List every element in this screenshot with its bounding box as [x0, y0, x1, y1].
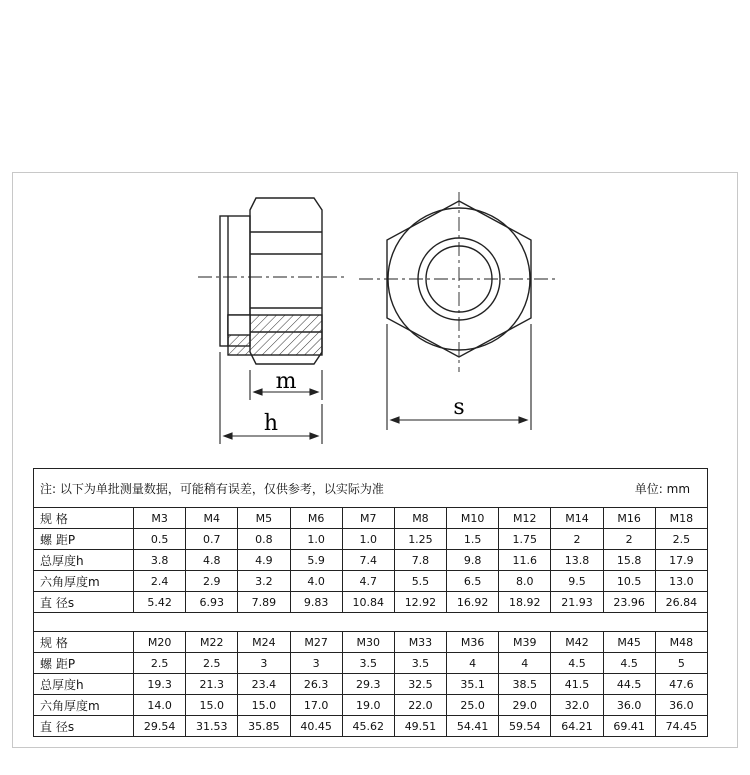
- value-cell: 11.6: [499, 550, 551, 571]
- value-cell: 2.5: [186, 653, 238, 674]
- size-header: M6: [290, 508, 342, 529]
- value-cell: 45.62: [342, 716, 394, 737]
- value-cell: 8.0: [499, 571, 551, 592]
- value-cell: 1.0: [342, 529, 394, 550]
- value-cell: 9.83: [290, 592, 342, 613]
- value-cell: 17.0: [290, 695, 342, 716]
- value-cell: 49.51: [394, 716, 446, 737]
- value-cell: 29.54: [134, 716, 186, 737]
- value-cell: 2.5: [655, 529, 707, 550]
- table-row: [34, 592, 708, 613]
- table-row: [34, 716, 708, 737]
- value-cell: 7.4: [342, 550, 394, 571]
- value-cell: 23.4: [238, 674, 290, 695]
- size-header: M18: [655, 508, 707, 529]
- value-cell: 0.5: [134, 529, 186, 550]
- value-cell: 3.2: [238, 571, 290, 592]
- value-cell: 17.9: [655, 550, 707, 571]
- value-cell: 47.6: [655, 674, 707, 695]
- value-cell: 1.0: [290, 529, 342, 550]
- value-cell: 38.5: [499, 674, 551, 695]
- row-label: 直 径s: [34, 716, 134, 737]
- value-cell: 4: [499, 653, 551, 674]
- size-header: M39: [499, 632, 551, 653]
- value-cell: 9.5: [551, 571, 603, 592]
- table-row: [34, 674, 708, 695]
- value-cell: 3.8: [134, 550, 186, 571]
- value-cell: 10.84: [342, 592, 394, 613]
- value-cell: 4.0: [290, 571, 342, 592]
- value-cell: 15.0: [186, 695, 238, 716]
- value-cell: 16.92: [447, 592, 499, 613]
- note-cell: [34, 469, 708, 508]
- value-cell: 36.0: [655, 695, 707, 716]
- value-cell: 12.92: [394, 592, 446, 613]
- value-cell: 3.5: [394, 653, 446, 674]
- value-cell: 54.41: [447, 716, 499, 737]
- value-cell: 6.5: [447, 571, 499, 592]
- size-header: M20: [134, 632, 186, 653]
- value-cell: 36.0: [603, 695, 655, 716]
- size-header: M22: [186, 632, 238, 653]
- value-cell: 1.75: [499, 529, 551, 550]
- value-cell: 3: [238, 653, 290, 674]
- value-cell: 25.0: [447, 695, 499, 716]
- table-row: [34, 508, 708, 529]
- value-cell: 40.45: [290, 716, 342, 737]
- value-cell: 35.1: [447, 674, 499, 695]
- table-row: [34, 695, 708, 716]
- table-row: [34, 632, 708, 653]
- value-cell: 23.96: [603, 592, 655, 613]
- value-cell: 26.3: [290, 674, 342, 695]
- size-header: M5: [238, 508, 290, 529]
- value-cell: 2.4: [134, 571, 186, 592]
- value-cell: 15.8: [603, 550, 655, 571]
- row-label: 六角厚度m: [34, 571, 134, 592]
- value-cell: 7.8: [394, 550, 446, 571]
- size-header: M24: [238, 632, 290, 653]
- size-header: M16: [603, 508, 655, 529]
- value-cell: 41.5: [551, 674, 603, 695]
- value-cell: 2: [551, 529, 603, 550]
- value-cell: 4.5: [551, 653, 603, 674]
- value-cell: 26.84: [655, 592, 707, 613]
- value-cell: 15.0: [238, 695, 290, 716]
- note-text: 注: 以下为单批测量数据，可能稍有误差，仅供参考，以实际为准: [40, 481, 384, 496]
- dimension-label-m: m: [275, 369, 297, 394]
- value-cell: 9.8: [447, 550, 499, 571]
- table-row: [34, 529, 708, 550]
- dimension-label-s: s: [453, 395, 465, 420]
- value-cell: 5: [655, 653, 707, 674]
- row-label: 规 格: [34, 632, 134, 653]
- value-cell: 5.5: [394, 571, 446, 592]
- value-cell: 74.45: [655, 716, 707, 737]
- value-cell: 32.5: [394, 674, 446, 695]
- value-cell: 35.85: [238, 716, 290, 737]
- size-header: M4: [186, 508, 238, 529]
- row-label: 直 径s: [34, 592, 134, 613]
- size-header: M3: [134, 508, 186, 529]
- value-cell: 14.0: [134, 695, 186, 716]
- value-cell: 3: [290, 653, 342, 674]
- dimension-label-h: h: [263, 411, 279, 436]
- size-header: M33: [394, 632, 446, 653]
- front-view: [359, 192, 557, 372]
- value-cell: 4.5: [603, 653, 655, 674]
- size-header: M7: [342, 508, 394, 529]
- value-cell: 13.8: [551, 550, 603, 571]
- side-view: [198, 198, 344, 364]
- value-cell: 19.3: [134, 674, 186, 695]
- value-cell: 3.5: [342, 653, 394, 674]
- value-cell: 4.7: [342, 571, 394, 592]
- size-header: M27: [290, 632, 342, 653]
- value-cell: 21.3: [186, 674, 238, 695]
- row-label: 螺 距P: [34, 529, 134, 550]
- row-label: 规 格: [34, 508, 134, 529]
- value-cell: 4.8: [186, 550, 238, 571]
- size-header: M42: [551, 632, 603, 653]
- size-header: M10: [447, 508, 499, 529]
- value-cell: 2.9: [186, 571, 238, 592]
- table-row: [34, 653, 708, 674]
- value-cell: 5.9: [290, 550, 342, 571]
- size-header: M36: [447, 632, 499, 653]
- value-cell: 59.54: [499, 716, 551, 737]
- unit-label: 单位: mm: [634, 481, 691, 496]
- value-cell: 32.0: [551, 695, 603, 716]
- value-cell: 5.42: [134, 592, 186, 613]
- row-label: 六角厚度m: [34, 695, 134, 716]
- size-header: M30: [342, 632, 394, 653]
- size-header: M12: [499, 508, 551, 529]
- value-cell: 1.5: [447, 529, 499, 550]
- value-cell: 22.0: [394, 695, 446, 716]
- value-cell: 7.89: [238, 592, 290, 613]
- note-row: [34, 469, 708, 508]
- table-row: [34, 550, 708, 571]
- size-header: M48: [655, 632, 707, 653]
- row-label: 螺 距P: [34, 653, 134, 674]
- value-cell: 29.3: [342, 674, 394, 695]
- value-cell: 0.8: [238, 529, 290, 550]
- value-cell: 29.0: [499, 695, 551, 716]
- value-cell: 64.21: [551, 716, 603, 737]
- value-cell: 6.93: [186, 592, 238, 613]
- value-cell: 2.5: [134, 653, 186, 674]
- spacer-row: [34, 613, 708, 632]
- value-cell: 10.5: [603, 571, 655, 592]
- value-cell: 4.9: [238, 550, 290, 571]
- table-row: [34, 571, 708, 592]
- value-cell: 13.0: [655, 571, 707, 592]
- value-cell: 1.25: [394, 529, 446, 550]
- value-cell: 2: [603, 529, 655, 550]
- size-header: M45: [603, 632, 655, 653]
- spacer-cell: [34, 613, 708, 632]
- value-cell: 4: [447, 653, 499, 674]
- value-cell: 18.92: [499, 592, 551, 613]
- size-header: M8: [394, 508, 446, 529]
- size-header: M14: [551, 508, 603, 529]
- value-cell: 31.53: [186, 716, 238, 737]
- value-cell: 44.5: [603, 674, 655, 695]
- nut-technical-drawing: [12, 172, 738, 464]
- value-cell: 69.41: [603, 716, 655, 737]
- row-label: 总厚度h: [34, 674, 134, 695]
- value-cell: 0.7: [186, 529, 238, 550]
- value-cell: 19.0: [342, 695, 394, 716]
- value-cell: 21.93: [551, 592, 603, 613]
- row-label: 总厚度h: [34, 550, 134, 571]
- spec-table: [33, 468, 708, 737]
